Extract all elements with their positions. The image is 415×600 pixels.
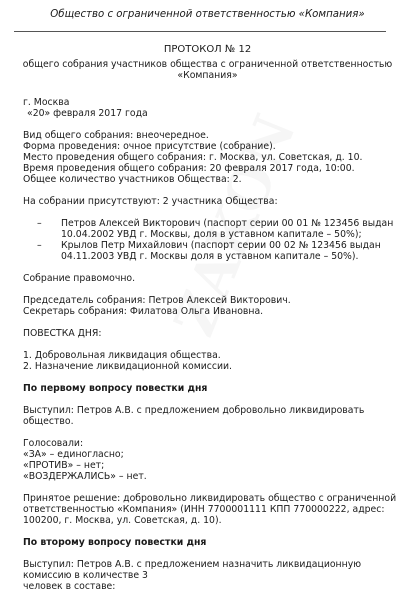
quorum: Собрание правомочно. xyxy=(23,273,136,284)
protocol-title: ПРОТОКОЛ № 12 xyxy=(163,44,252,55)
meeting-time: Время проведения общего собрания: 20 февраля 2017 года, 10:00. xyxy=(23,163,355,174)
list-item: – Крылов Петр Михайлович (паспорт серии 00 02 № 123456 выдан 04.11.2003 УВД г. Москвы доля в уставном капитале – 50%). xyxy=(37,240,381,262)
first-question-speaker: Выступил: Петров А.В. с предложением добровольно ликвидировать общество. xyxy=(23,405,365,427)
company-header: Общество с ограниченной ответственностью «Компания» xyxy=(50,9,365,20)
meeting-form: Форма проведения: очное присутствие (собрание). xyxy=(23,141,276,152)
chairman: Председатель собрания: Петров Алексей Викторович. xyxy=(23,295,291,306)
second-question-speaker-end: человек в составе: xyxy=(23,581,116,592)
meeting-date: «20» февраля 2017 года xyxy=(27,108,148,119)
meeting-place: Место проведения общего собрания: г. Москва, ул. Советская, д. 10. xyxy=(23,152,363,163)
present-participants: На собрании присутствуют: 2 участника Общества: xyxy=(23,196,278,207)
agenda-item: 1. Добровольная ликвидация общества. xyxy=(23,350,221,361)
city: г. Москва xyxy=(23,97,70,108)
agenda-title: ПОВЕСТКА ДНЯ: xyxy=(23,328,102,339)
votes-title: Голосовали: xyxy=(23,438,84,449)
protocol-subtitle: общего собрания участников общества с ограниченной ответственностью «Компания» xyxy=(22,59,393,81)
participants-list xyxy=(23,218,403,262)
header-divider xyxy=(14,31,386,32)
document-body xyxy=(23,97,403,592)
second-question-speaker-cont: комиссию в количестве 3 xyxy=(23,570,148,581)
meeting-type: Вид общего собрания: внеочередное. xyxy=(23,130,209,141)
vote-abstain: «ВОЗДЕРЖАЛИСЬ» – нет. xyxy=(23,471,147,482)
vote-against: «ПРОТИВ» – нет; xyxy=(23,460,105,471)
second-question-title: По второму вопросу повестки дня xyxy=(23,537,207,548)
decision: Принятое решение: добровольно ликвидировать общество с ограниченной ответственностью «Компания» (ИНН 7700001111 КПП 770000222, адрес: 100200, г. Москва, ул. Советская, д. 10). xyxy=(23,493,397,526)
secretary: Секретарь собрания: Филатова Ольга Ивановна. xyxy=(23,306,264,317)
first-question-title: По первому вопросу повестки дня xyxy=(23,383,208,394)
participants-total: Общее количество участников Общества: 2. xyxy=(23,174,242,185)
vote-for: «ЗА» – единогласно; xyxy=(23,449,124,460)
second-question-speaker: Выступил: Петров А.В. с предложением назначить ликвидационную xyxy=(23,559,362,570)
list-item: – Петров Алексей Викторович (паспорт серии 00 01 № 123456 выдан 10.04.2002 УВД г. Москвы, доля в уставном капитале – 50%); xyxy=(37,218,394,240)
agenda-item: 2. Назначение ликвидационной комиссии. xyxy=(23,361,233,372)
